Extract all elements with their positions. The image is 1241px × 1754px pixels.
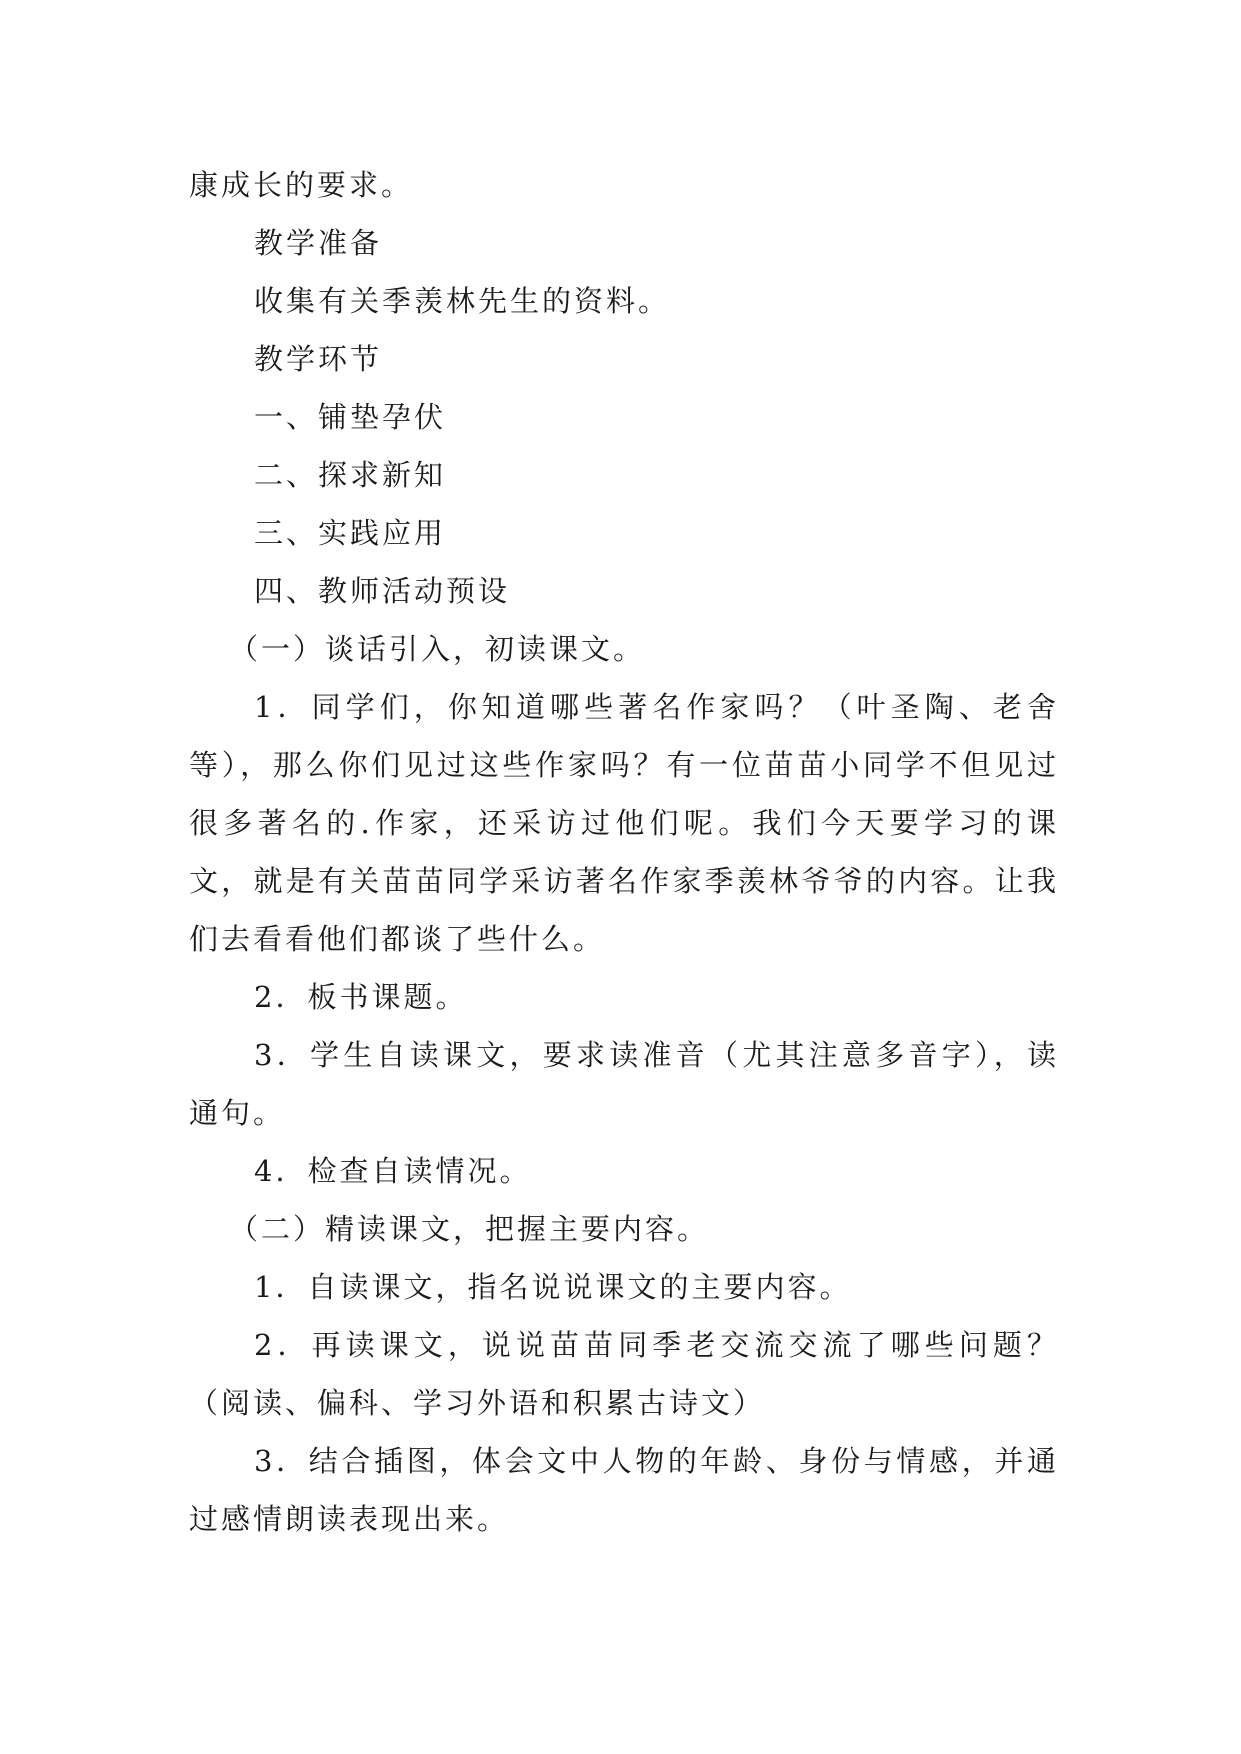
list-item: 1．同学们，你知道哪些著名作家吗？（叶圣陶、老舍等），那么你们见过这些作家吗？有一位苗苗小同学不但见过很多著名的.作家，还采访过他们呢。我们今天要学习的课文，就是有关苗苗同学采访著名作家季羡林爷爷的内容。让我们去看看他们都谈了些什么。 [189, 690, 1059, 956]
paragraph-continuation: 康成长的要求。 [189, 168, 414, 202]
document-body [189, 156, 1059, 1548]
paragraph-preparation-detail: 收集有关季羡林先生的资料。 [254, 284, 671, 318]
list-item: 4．检查自读情况。 [254, 1154, 532, 1188]
list-item: 3．学生自读课文，要求读准音（尤其注意多音字），读通句。 [189, 1038, 1059, 1130]
step-item-4: 四、教师活动预设 [254, 574, 511, 608]
step-item-3: 三、实践应用 [254, 516, 447, 550]
heading-teaching-steps: 教学环节 [254, 342, 383, 376]
step-item-2: 二、探求新知 [254, 458, 447, 492]
list-item: 3．结合插图，体会文中人物的年龄、身份与情感，并通过感情朗读表现出来。 [189, 1444, 1059, 1536]
section-heading-2: （二）精读课文，把握主要内容。 [229, 1212, 710, 1246]
step-item-1: 一、铺垫孕伏 [254, 400, 447, 434]
section-heading-1: （一）谈话引入，初读课文。 [229, 632, 646, 666]
list-item: 2．板书课题。 [254, 980, 468, 1014]
heading-teaching-preparation: 教学准备 [254, 226, 383, 260]
list-item: 1．自读课文，指名说说课文的主要内容。 [254, 1270, 852, 1304]
list-item: 2．再读课文，说说苗苗同季老交流交流了哪些问题？（阅读、偏科、学习外语和积累古诗文） [189, 1328, 1059, 1420]
